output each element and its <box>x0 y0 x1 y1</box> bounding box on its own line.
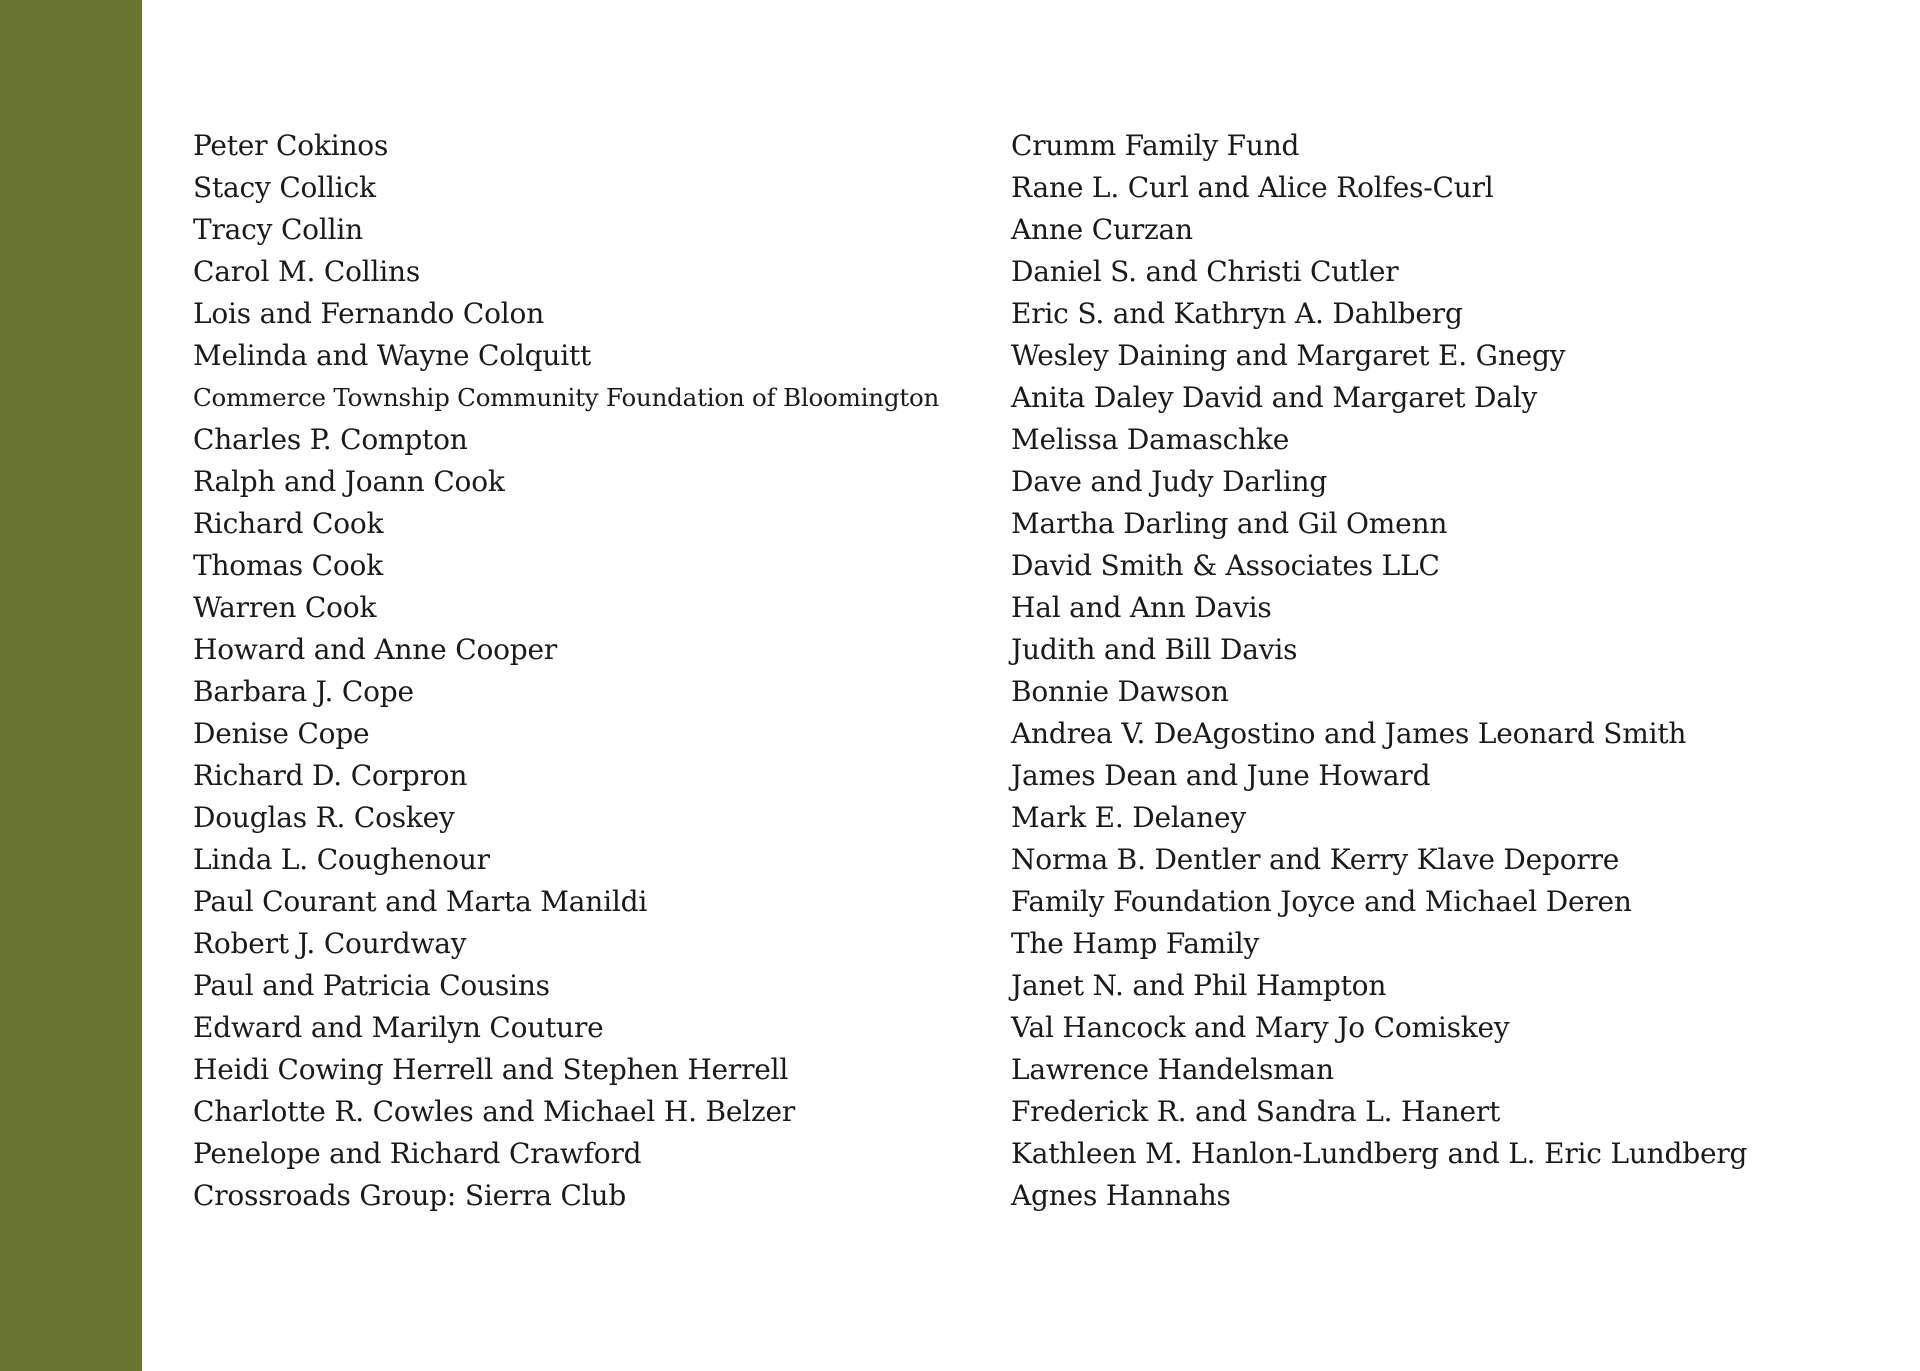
list-item: Warren Cook <box>193 591 377 624</box>
list-item: Edward and Marilyn Couture <box>193 1011 604 1044</box>
list-item: Howard and Anne Cooper <box>193 633 558 666</box>
list-item: Linda L. Coughenour <box>193 843 490 876</box>
list-item: Paul Courant and Marta Manildi <box>193 885 648 918</box>
list-item: Melinda and Wayne Colquitt <box>193 339 592 372</box>
list-item: Commerce Township Community Foundation of Bloomington <box>193 383 940 412</box>
list-item: Mark E. Delaney <box>1011 801 1246 834</box>
list-item: Martha Darling and Gil Omenn <box>1011 507 1448 540</box>
list-item: Crossroads Group: Sierra Club <box>193 1179 627 1212</box>
donor-list-left <box>193 125 973 1217</box>
list-item: James Dean and June Howard <box>1011 759 1431 792</box>
list-item: Wesley Daining and Margaret E. Gnegy <box>1011 339 1566 372</box>
list-item: Rane L. Curl and Alice Rolfes-Curl <box>1011 171 1494 204</box>
list-item: Richard D. Corpron <box>193 759 468 792</box>
list-item: Melissa Damaschke <box>1011 423 1290 456</box>
list-item: Frederick R. and Sandra L. Hanert <box>1011 1095 1501 1128</box>
list-item: Hal and Ann Davis <box>1011 591 1272 624</box>
list-item: Anne Curzan <box>1011 213 1193 246</box>
list-item: Bonnie Dawson <box>1011 675 1229 708</box>
list-item: Paul and Patricia Cousins <box>193 969 550 1002</box>
list-item: Crumm Family Fund <box>1011 129 1300 162</box>
list-item: Kathleen M. Hanlon-Lundberg and L. Eric Lundberg <box>1011 1137 1748 1170</box>
list-item: Tracy Collin <box>193 213 363 246</box>
list-item: Ralph and Joann Cook <box>193 465 505 498</box>
list-item: Judith and Bill Davis <box>1011 633 1298 666</box>
list-item: Norma B. Dentler and Kerry Klave Deporre <box>1011 843 1620 876</box>
list-item: Andrea V. DeAgostino and James Leonard Smith <box>1011 717 1687 750</box>
donor-list-right <box>1011 125 1891 1217</box>
list-item: Thomas Cook <box>193 549 383 582</box>
list-item: Val Hancock and Mary Jo Comiskey <box>1011 1011 1510 1044</box>
list-item: Richard Cook <box>193 507 384 540</box>
list-item: Charlotte R. Cowles and Michael H. Belzer <box>193 1095 796 1128</box>
list-item: Lawrence Handelsman <box>1011 1053 1334 1086</box>
list-item: David Smith & Associates LLC <box>1011 549 1440 582</box>
list-item: The Hamp Family <box>1011 927 1260 960</box>
list-item: Anita Daley David and Margaret Daly <box>1011 381 1538 414</box>
side-color-band <box>0 0 142 1371</box>
list-item: Peter Cokinos <box>193 129 389 162</box>
list-item: Barbara J. Cope <box>193 675 414 708</box>
list-item: Agnes Hannahs <box>1011 1179 1231 1212</box>
list-item: Lois and Fernando Colon <box>193 297 545 330</box>
list-item: Eric S. and Kathryn A. Dahlberg <box>1011 297 1463 330</box>
list-item: Family Foundation Joyce and Michael Deren <box>1011 885 1632 918</box>
list-item: Douglas R. Coskey <box>193 801 455 834</box>
list-item: Heidi Cowing Herrell and Stephen Herrell <box>193 1053 789 1086</box>
list-item: Denise Cope <box>193 717 370 750</box>
list-item: Charles P. Compton <box>193 423 468 456</box>
list-item: Carol M. Collins <box>193 255 421 288</box>
list-item: Janet N. and Phil Hampton <box>1011 969 1387 1002</box>
list-item: Daniel S. and Christi Cutler <box>1011 255 1399 288</box>
list-item: Dave and Judy Darling <box>1011 465 1328 498</box>
list-item: Robert J. Courdway <box>193 927 467 960</box>
list-item: Stacy Collick <box>193 171 376 204</box>
list-item: Penelope and Richard Crawford <box>193 1137 642 1170</box>
